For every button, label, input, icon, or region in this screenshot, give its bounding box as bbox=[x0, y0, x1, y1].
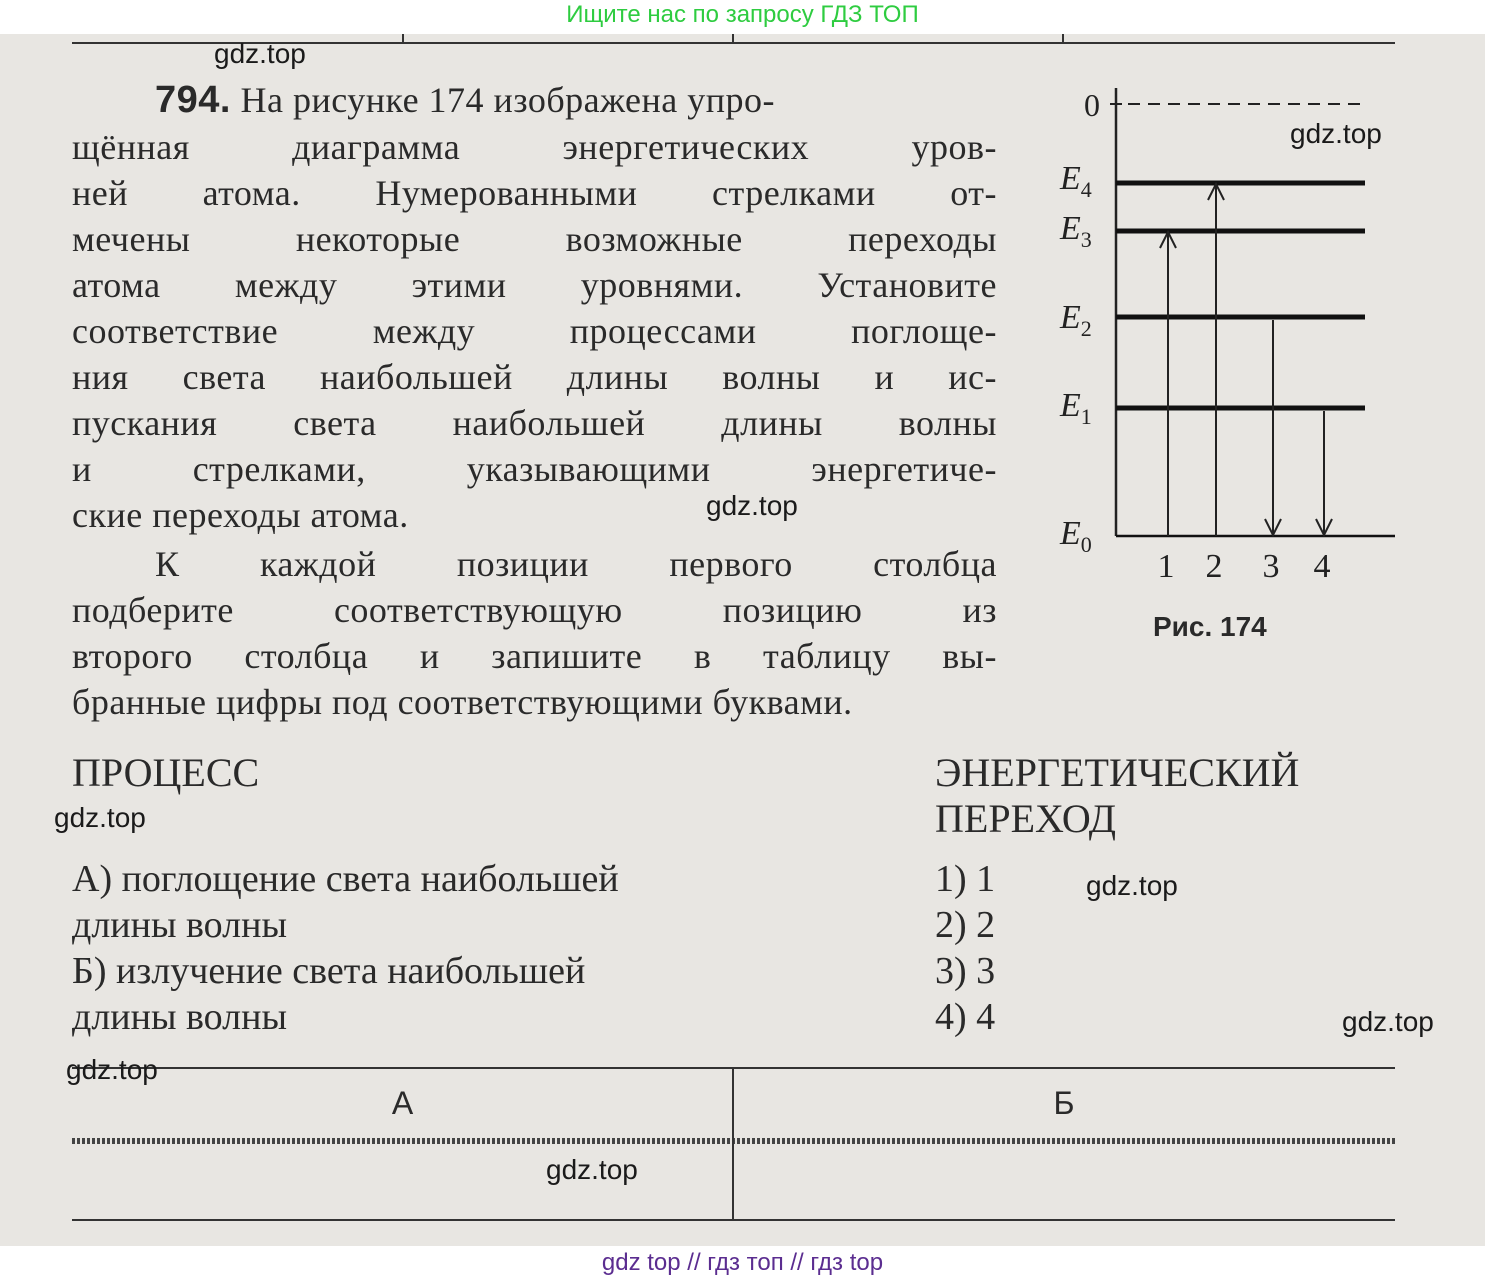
level-label-e2: $E_2$ bbox=[1060, 299, 1092, 341]
transition-list bbox=[935, 856, 995, 1040]
problem-text-line: ские переходы атома. bbox=[72, 495, 409, 535]
process-list bbox=[72, 856, 619, 1040]
transition-item: 3) 3 bbox=[935, 950, 996, 992]
answer-cell-b[interactable] bbox=[735, 1144, 1393, 1218]
right-column-header bbox=[935, 750, 1299, 842]
left-column-header: ПРОЦЕСС bbox=[72, 750, 260, 795]
process-item: длины волны bbox=[72, 904, 288, 946]
right-column-header-line: ЭНЕРГЕТИЧЕСКИЙ bbox=[935, 750, 1300, 795]
problem-text-line: атома между этими уровнями. Установите bbox=[72, 265, 997, 305]
problem-number: 794. bbox=[155, 79, 231, 121]
zero-label: 0 bbox=[1084, 87, 1100, 123]
transition-item: 2) 2 bbox=[935, 904, 996, 946]
problem-text-line: На рисунке 174 изображена упро- bbox=[240, 80, 775, 120]
process-item: А) поглощение света наибольшей bbox=[72, 858, 619, 900]
right-column-header-line: ПЕРЕХОД bbox=[935, 796, 1117, 841]
level-label-e1: $E_1$ bbox=[1060, 387, 1092, 429]
level-label-e0: $E_0$ bbox=[1060, 515, 1092, 557]
transition-item: 1) 1 bbox=[935, 858, 996, 900]
problem-first-line bbox=[155, 77, 775, 123]
problem-text-line: подберите соответствующую позицию из bbox=[72, 590, 997, 630]
watermark: gdz.top bbox=[66, 1054, 158, 1085]
process-item: Б) излучение света наибольшей bbox=[72, 950, 586, 992]
problem-text-line: бранные цифры под соответствующими буквами. bbox=[72, 682, 853, 722]
watermark: gdz.top bbox=[1086, 870, 1178, 901]
problem-text-line: ния света наибольшей длины волны и ис- bbox=[72, 357, 997, 397]
watermark: gdz.top bbox=[546, 1154, 638, 1185]
problem-text-line: ней атома. Нумерованными стрелками от- bbox=[72, 173, 997, 213]
figure-caption: Рис. 174 bbox=[1153, 611, 1267, 642]
top-banner: Ищите нас по запросу ГДЗ ТОП bbox=[566, 1, 919, 28]
watermark: gdz.top bbox=[706, 490, 798, 521]
arrow-label-4: 4 bbox=[1313, 548, 1331, 585]
problem-text-line: щённая диаграмма энергетических уров- bbox=[72, 127, 997, 167]
bottom-banner: gdz top // гдз топ // гдз top bbox=[601, 1249, 884, 1276]
watermark: gdz.top bbox=[1342, 1006, 1434, 1037]
problem-paragraph-2 bbox=[72, 541, 997, 725]
arrow-label-3: 3 bbox=[1262, 548, 1280, 585]
watermark: gdz.top bbox=[1290, 118, 1382, 149]
watermark: gdz.top bbox=[54, 802, 146, 833]
level-label-e4: $E_4$ bbox=[1060, 160, 1092, 202]
problem-text-line: соответствие между процессами поглоще- bbox=[72, 311, 997, 351]
answer-header-b: Б bbox=[1053, 1085, 1075, 1121]
answer-header-a: А bbox=[391, 1085, 414, 1121]
arrow-label-2: 2 bbox=[1205, 548, 1223, 585]
energy-level-diagram bbox=[1040, 80, 1420, 590]
problem-text-line: мечены некоторые возможные переходы bbox=[72, 219, 997, 259]
problem-text-line: и стрелками, указывающими энергетиче- bbox=[72, 449, 997, 489]
problem-text-line: пускания света наибольшей длины волны bbox=[72, 403, 997, 443]
watermark: gdz.top bbox=[214, 38, 306, 69]
process-item: длины волны bbox=[72, 996, 288, 1038]
problem-text-line: второго столбца и запишите в таблицу вы- bbox=[72, 636, 997, 676]
arrow-label-1: 1 bbox=[1157, 548, 1175, 585]
problem-text bbox=[72, 124, 997, 538]
problem-text-line: К каждой позиции первого столбца bbox=[155, 544, 997, 584]
transition-item: 4) 4 bbox=[935, 996, 996, 1038]
level-label-e3: $E_3$ bbox=[1060, 210, 1092, 252]
